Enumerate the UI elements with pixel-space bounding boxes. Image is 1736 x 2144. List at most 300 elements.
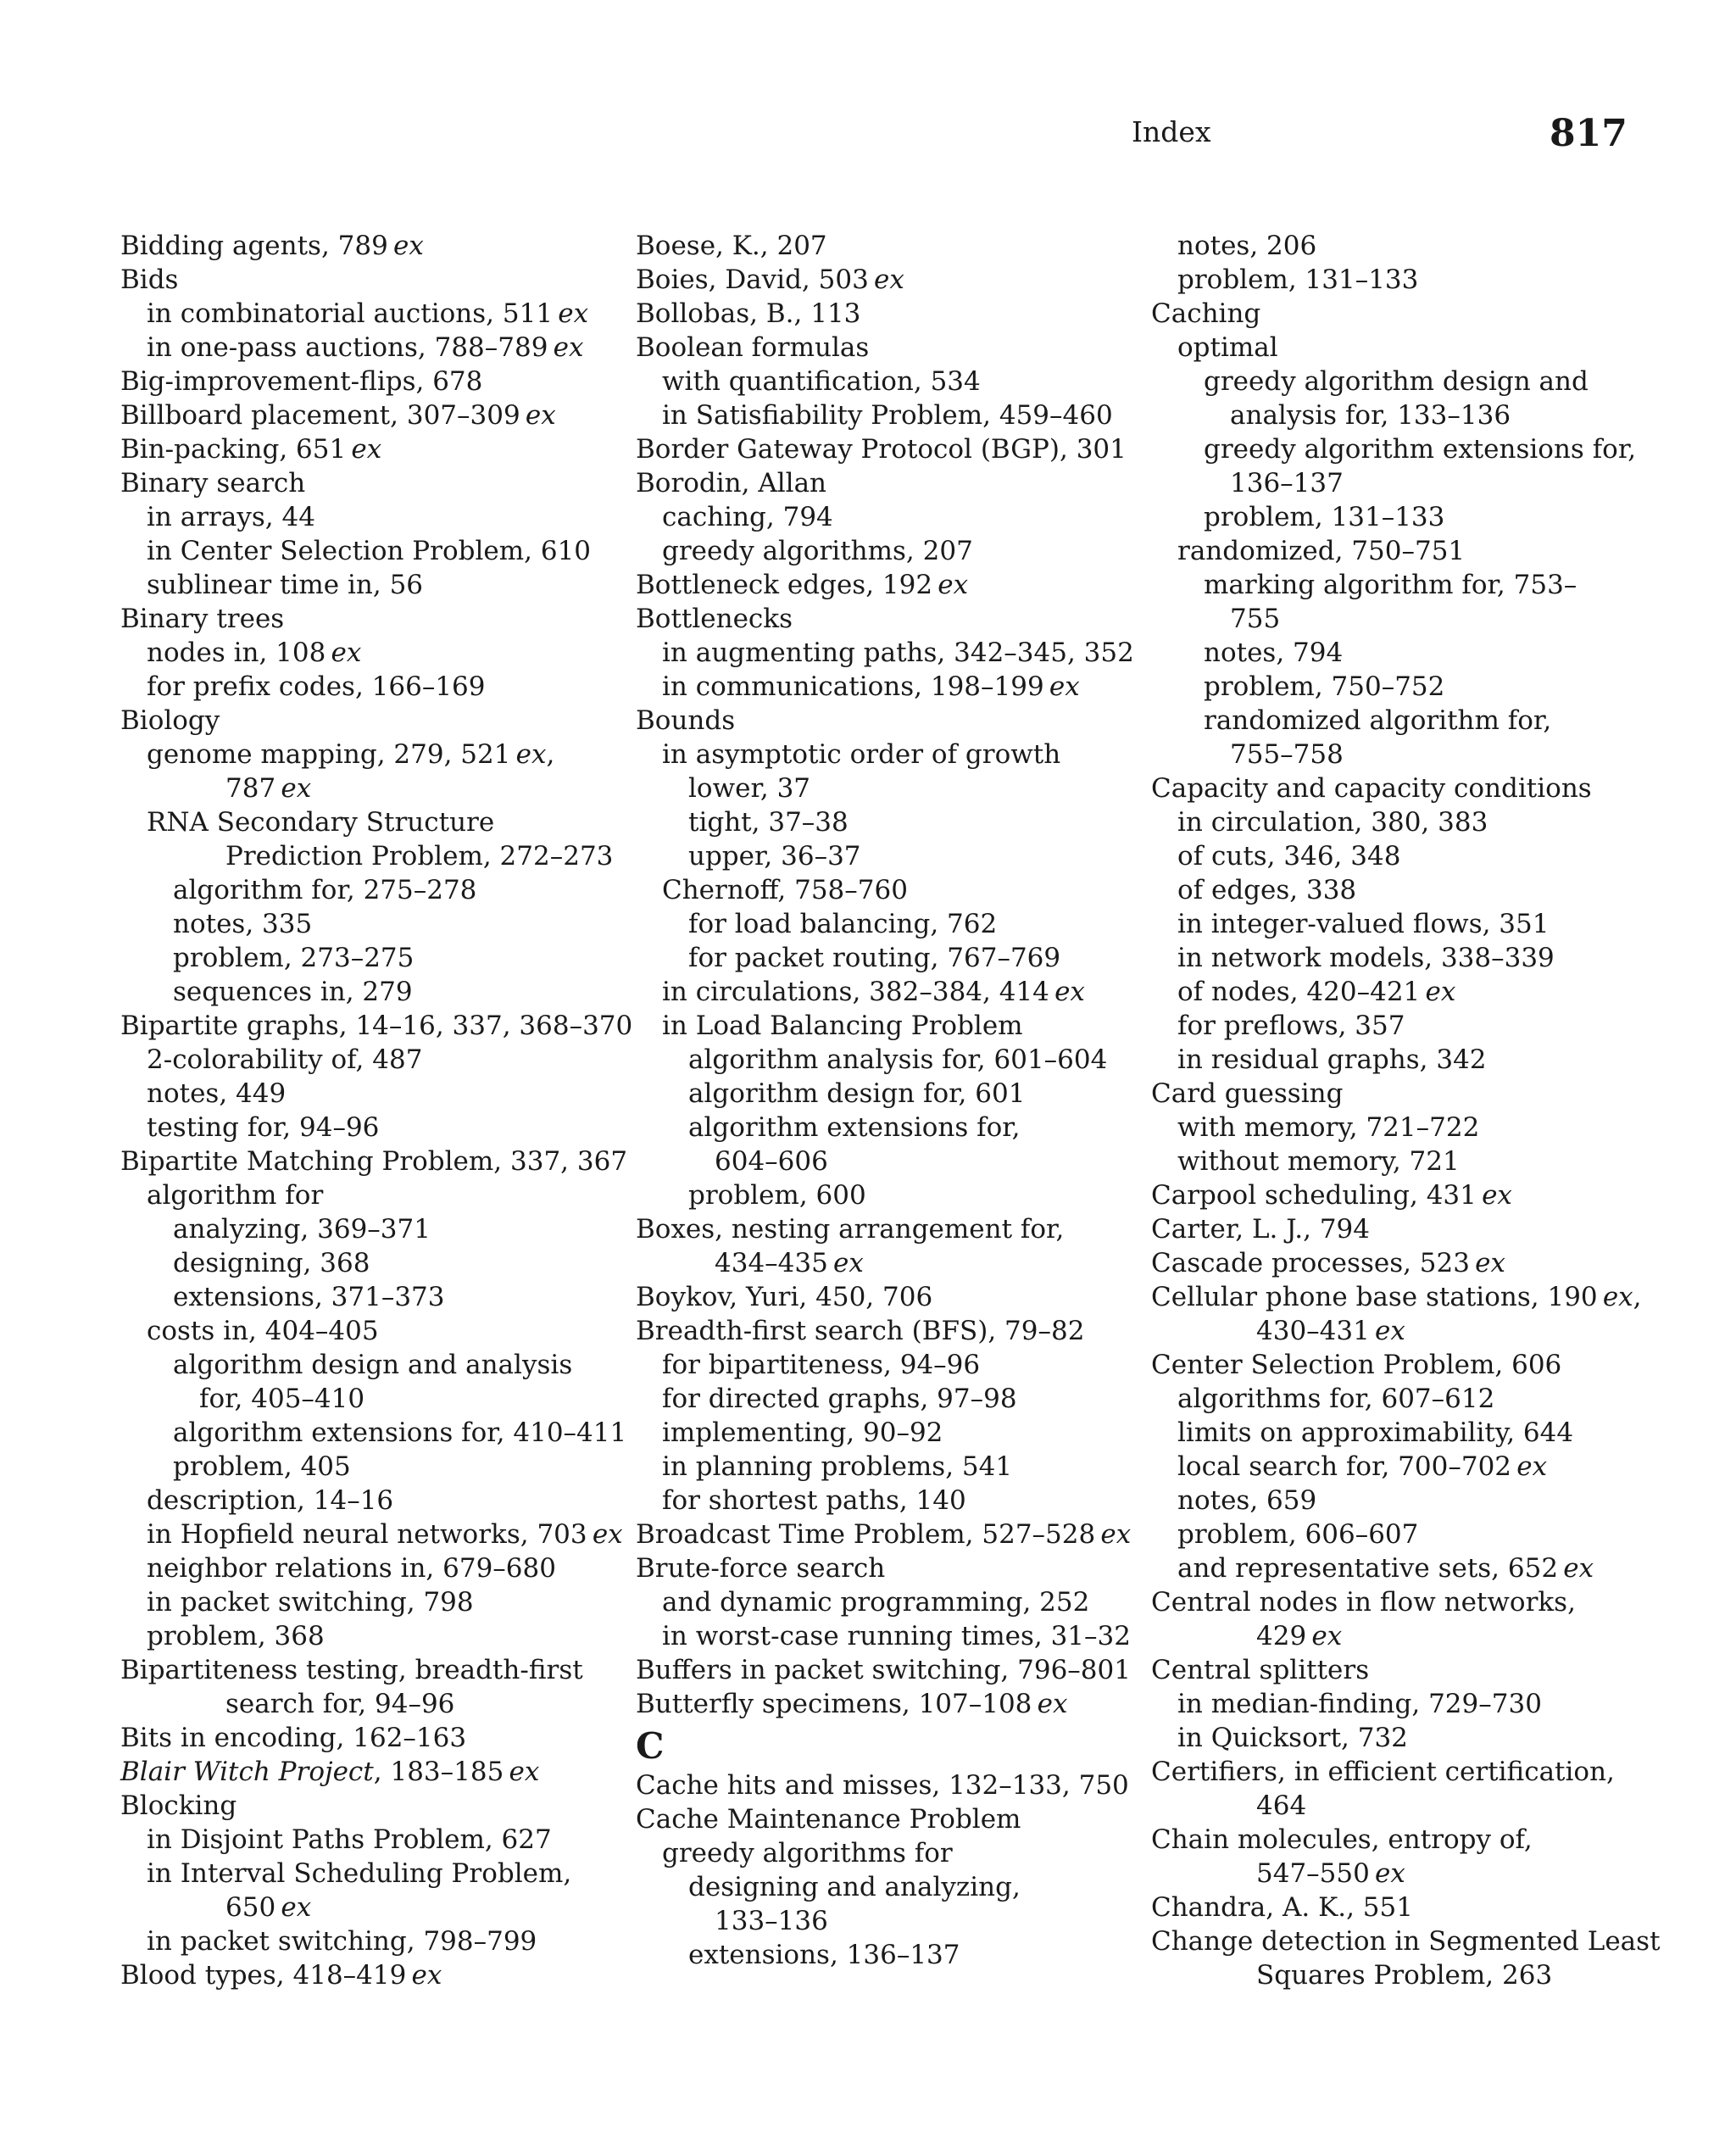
index-entry-text: Binary trees [120, 604, 285, 634]
exercise-marker: ex [281, 773, 312, 804]
index-entry-text: Carter, L. J., 794 [1151, 1214, 1370, 1245]
index-entry-text: in planning problems, 541 [662, 1451, 1013, 1482]
index-entry [120, 229, 604, 263]
index-column-1 [120, 229, 633, 1992]
index-entry [636, 602, 1127, 636]
index-entry [636, 1111, 1127, 1144]
index-entry-text: greedy algorithms for [662, 1838, 953, 1868]
index-entry [636, 1348, 1127, 1382]
index-entry [1151, 1857, 1626, 1891]
index-entry-text: 787 [225, 773, 281, 804]
index-entry [636, 331, 1127, 365]
index-entry [636, 907, 1127, 941]
index-entry-text: search for, 94–96 [225, 1689, 455, 1719]
index-entry-text: in augmenting paths, 342–345, 352 [662, 638, 1134, 668]
index-entry-text: neighbor relations in, 679–680 [147, 1553, 556, 1584]
index-entry [1151, 1043, 1626, 1077]
index-entry [1151, 1450, 1626, 1484]
index-column-2 [636, 229, 1134, 1972]
index-entry [120, 738, 604, 771]
index-entry-text: genome mapping, 279, 521 [147, 739, 516, 770]
index-entry [120, 1551, 604, 1585]
index-entry [1151, 975, 1626, 1009]
index-entry-text: Bipartiteness testing, breadth-first [120, 1655, 583, 1685]
index-entry [120, 1246, 604, 1280]
index-entry-text: for packet routing, 767–769 [688, 943, 1061, 973]
index-entry [120, 1518, 623, 1551]
index-entry [636, 534, 1127, 568]
index-entry-text: for load balancing, 762 [688, 909, 998, 939]
index-entry-text: costs in, 404–405 [147, 1316, 379, 1346]
index-entry [120, 805, 604, 839]
index-entry [1151, 432, 1637, 466]
index-entry-text: Cache Maintenance Problem [636, 1804, 1021, 1835]
index-entry-text: 429 [1256, 1621, 1312, 1651]
index-entry [636, 839, 1127, 873]
index-entry [120, 500, 604, 534]
index-entry-text: in worst-case running times, 31–32 [662, 1621, 1131, 1651]
index-entry [1151, 1585, 1626, 1619]
index-entry [636, 1938, 1127, 1972]
exercise-marker: ex [1375, 1858, 1405, 1889]
index-entry [120, 1653, 604, 1687]
index-entry [1151, 1484, 1626, 1518]
index-entry-text: in Disjoint Paths Problem, 627 [147, 1824, 552, 1855]
index-entry [120, 941, 604, 975]
index-entry-text: Chain molecules, entropy of, [1151, 1824, 1533, 1855]
exercise-marker: ex [1563, 1553, 1594, 1584]
index-entry-text: extensions, 371–373 [173, 1282, 445, 1312]
index-entry [120, 1314, 604, 1348]
index-entry [1151, 500, 1626, 534]
index-entry [636, 738, 1127, 771]
index-entry [1151, 873, 1626, 907]
index-entry [1151, 1755, 1626, 1789]
index-entry [636, 1314, 1127, 1348]
index-entry-text: Chandra, A. K., 551 [1151, 1892, 1413, 1923]
index-entry-text: for shortest paths, 140 [662, 1485, 966, 1516]
index-entry-suffix: , [546, 739, 555, 770]
index-entry-text: Boese, K., 207 [636, 231, 827, 261]
index-entry [1151, 1178, 1626, 1212]
index-entry-text: randomized algorithm for, [1204, 705, 1552, 736]
index-entry-text: for preflows, 357 [1177, 1011, 1405, 1041]
index-entry [120, 1891, 604, 1924]
index-entry-text: Binary search [120, 468, 306, 498]
exercise-marker: ex [1311, 1621, 1343, 1651]
index-entry [1151, 602, 1626, 636]
index-entry-text: Central nodes in flow networks, [1151, 1587, 1576, 1618]
index-entry-text: for directed graphs, 97–98 [662, 1384, 1017, 1414]
index-entry [120, 1789, 604, 1823]
index-entry [636, 1551, 1127, 1585]
index-entry [1151, 1721, 1626, 1755]
index-entry [1151, 1891, 1626, 1924]
index-entry-text: algorithm for, 275–278 [173, 875, 477, 905]
index-entry [120, 297, 604, 331]
index-entry-text: problem, 131–133 [1204, 502, 1445, 532]
index-entry-text: Bottlenecks [636, 604, 793, 634]
index-entry-text: algorithm extensions for, 410–411 [173, 1417, 627, 1448]
index-entry [120, 1382, 604, 1416]
index-entry [120, 602, 604, 636]
index-entry [636, 1768, 1127, 1802]
index-entry [120, 1450, 604, 1484]
index-entry [1151, 636, 1626, 670]
index-entry-text: in Quicksort, 732 [1177, 1723, 1408, 1753]
index-entry [1151, 738, 1626, 771]
index-entry-text: notes, 449 [147, 1078, 287, 1109]
index-entry-text: for prefix codes, 166–169 [147, 671, 486, 702]
index-entry-text: Center Selection Problem, 606 [1151, 1350, 1562, 1380]
index-entry [1151, 1246, 1626, 1280]
index-entry [636, 1836, 1127, 1870]
index-entry [636, 432, 1127, 466]
index-entry-text: for, 405–410 [199, 1384, 365, 1414]
running-header-title: Index [1132, 115, 1211, 148]
index-entry [636, 1043, 1127, 1077]
index-entry-text: with memory, 721–722 [1177, 1112, 1480, 1143]
exercise-marker: ex [874, 265, 904, 295]
exercise-marker: ex [1049, 671, 1080, 702]
index-entry [1151, 1653, 1626, 1687]
index-entry [636, 1416, 1127, 1450]
index-entry [120, 331, 604, 365]
index-entry [1151, 1416, 1626, 1450]
index-entry-text: in circulation, 380, 383 [1177, 807, 1488, 838]
index-entry [120, 1687, 604, 1721]
index-entry-text: Certifiers, in efficient certification, [1151, 1757, 1615, 1787]
index-entry-text: greedy algorithm extensions for, [1204, 434, 1637, 465]
index-entry [636, 1687, 1127, 1721]
index-entry [1151, 1348, 1626, 1382]
index-entry [1151, 1382, 1626, 1416]
index-entry-text: Bids [120, 265, 179, 295]
index-entry-text: algorithm extensions for, [688, 1112, 1021, 1143]
exercise-marker: ex [938, 570, 969, 600]
index-entry [636, 1484, 1127, 1518]
index-entry [120, 1212, 604, 1246]
index-entry [636, 771, 1127, 805]
index-entry-text: Borodin, Allan [636, 468, 827, 498]
index-entry-text: optimal [1177, 332, 1278, 363]
index-entry-text: description, 14–16 [147, 1485, 394, 1516]
index-entry-text: Cascade processes, 523 [1151, 1248, 1476, 1278]
index-entry [1151, 466, 1626, 500]
index-entry [1151, 771, 1626, 805]
index-entry-text: , 183–185 [373, 1757, 509, 1787]
index-entry [120, 771, 604, 805]
index-entry [636, 1382, 1127, 1416]
index-entry [1151, 1518, 1626, 1551]
index-entry [120, 534, 604, 568]
index-entry [1151, 1009, 1626, 1043]
exercise-marker: ex [1100, 1519, 1132, 1550]
index-entry [1151, 1212, 1626, 1246]
index-entry-text: 547–550 [1256, 1858, 1376, 1889]
index-entry [636, 670, 1127, 704]
index-entry [1151, 1619, 1626, 1653]
exercise-marker: ex [351, 434, 382, 465]
index-entry [1151, 1144, 1626, 1178]
index-entry-text: nodes in, 108 [147, 638, 331, 668]
index-entry-text: limits on approximability, 644 [1177, 1417, 1574, 1448]
index-entry [636, 1450, 1127, 1484]
index-entry [636, 1280, 1127, 1314]
index-entry [120, 1111, 604, 1144]
index-entry-text: caching, 794 [662, 502, 833, 532]
index-entry-text: local search for, 700–702 [1177, 1451, 1517, 1482]
exercise-marker: ex [1037, 1689, 1068, 1719]
index-entry-text: sequences in, 279 [173, 977, 413, 1007]
index-entry-text: Broadcast Time Problem, 527–528 [636, 1519, 1101, 1550]
index-entry-text: in integer-valued flows, 351 [1177, 909, 1550, 939]
index-entry [636, 398, 1127, 432]
exercise-marker: ex [1425, 977, 1456, 1007]
index-entry-text: Boolean formulas [636, 332, 870, 363]
index-entry [636, 1870, 1127, 1904]
index-entry-text: sublinear time in, 56 [147, 570, 424, 600]
index-entry-title: Blair Witch Project [120, 1757, 374, 1787]
index-entry [120, 975, 604, 1009]
index-entry-text: analysis for, 133–136 [1230, 400, 1511, 431]
index-entry-text: in Hopfield neural networks, 703 [147, 1519, 593, 1550]
index-entry [1151, 839, 1626, 873]
index-entry-text: 464 [1256, 1790, 1307, 1821]
exercise-marker: ex [393, 231, 424, 261]
index-entry-text: problem, 606–607 [1177, 1519, 1419, 1550]
index-entry [636, 805, 1127, 839]
index-entry-text: problem, 273–275 [173, 943, 415, 973]
index-entry-text: designing, 368 [173, 1248, 370, 1278]
index-entry-text: in circulations, 382–384, 414 [662, 977, 1055, 1007]
index-entry-text: Cellular phone base stations, 190 [1151, 1282, 1603, 1312]
index-entry-text: for bipartiteness, 94–96 [662, 1350, 981, 1380]
index-entry-text: Card guessing [1151, 1078, 1344, 1109]
index-entry-text: problem, 750–752 [1204, 671, 1445, 702]
index-entry-text: Change detection in Segmented Least [1151, 1926, 1661, 1957]
index-entry [1151, 398, 1626, 432]
index-entry-text: Cache hits and misses, 132–133, 750 [636, 1770, 1129, 1801]
index-entry-text: Butterfly specimens, 107–108 [636, 1689, 1038, 1719]
index-entry [1151, 263, 1626, 297]
index-entry-text: Buffers in packet switching, 796–801 [636, 1655, 1131, 1685]
exercise-marker: ex [1054, 977, 1085, 1007]
index-entry [636, 704, 1127, 738]
index-entry [1151, 1111, 1626, 1144]
index-entry [636, 1178, 1127, 1212]
index-entry-text: 434–435 [715, 1248, 834, 1278]
page-number: 817 [1550, 112, 1628, 155]
index-entry-text: Prediction Problem, 272–273 [225, 841, 614, 872]
index-entry-text: 604–606 [715, 1146, 828, 1177]
index-entry-text: lower, 37 [688, 773, 811, 804]
index-entry [120, 1619, 604, 1653]
index-entry-text: greedy algorithms, 207 [662, 536, 973, 566]
index-section-letter: C [636, 1725, 665, 1767]
index-entry-text: and representative sets, 652 [1177, 1553, 1564, 1584]
index-entry-text: 430–431 [1256, 1316, 1376, 1346]
index-entry [636, 466, 1127, 500]
index-entry-text: of nodes, 420–421 [1177, 977, 1426, 1007]
index-entry [1151, 1924, 1661, 1958]
index-entry [120, 1924, 604, 1958]
index-entry [120, 1484, 604, 1518]
index-entry-text: randomized, 750–751 [1177, 536, 1466, 566]
index-entry-text: in median-finding, 729–730 [1177, 1689, 1542, 1719]
index-entry [120, 1077, 604, 1111]
exercise-marker: ex [558, 298, 589, 329]
index-entry-text: in one-pass auctions, 788–789 [147, 332, 554, 363]
index-entry-text: Bits in encoding, 162–163 [120, 1723, 467, 1753]
exercise-marker: ex [553, 332, 584, 363]
index-entry-text: problem, 368 [147, 1621, 325, 1651]
index-entry [120, 1823, 604, 1857]
index-entry [1151, 229, 1626, 263]
index-entry-text: extensions, 136–137 [688, 1940, 960, 1970]
index-entry-text: Blocking [120, 1790, 237, 1821]
exercise-marker: ex [1375, 1316, 1405, 1346]
index-entry-text: Bipartite Matching Problem, 337, 367 [120, 1146, 628, 1177]
index-entry-text: Bollobas, B., 113 [636, 298, 861, 329]
index-entry [120, 1280, 604, 1314]
index-entry [1151, 568, 1626, 602]
index-column-3 [1151, 229, 1661, 1992]
index-entry [1151, 1077, 1626, 1111]
exercise-marker: ex [509, 1757, 540, 1787]
index-entry-text: algorithms for, 607–612 [1177, 1384, 1495, 1414]
index-entry [120, 907, 604, 941]
index-entry-text: Bottleneck edges, 192 [636, 570, 938, 600]
index-entry [1151, 1280, 1642, 1314]
index-entry-text: in Satisfiability Problem, 459–460 [662, 400, 1113, 431]
exercise-marker: ex [525, 400, 556, 431]
index-entry [1151, 1823, 1626, 1857]
index-entry-text: Bin-packing, 651 [120, 434, 352, 465]
index-entry-text: in residual graphs, 342 [1177, 1044, 1487, 1075]
index-entry-text: in communications, 198–199 [662, 671, 1049, 702]
index-entry [636, 1518, 1132, 1551]
index-entry [120, 704, 604, 738]
index-entry [636, 1212, 1127, 1246]
index-entry-text: 650 [225, 1892, 281, 1923]
index-entry-text: in packet switching, 798–799 [147, 1926, 537, 1957]
index-entry-text: tight, 37–38 [688, 807, 849, 838]
index-entry [636, 568, 1127, 602]
index-entry-text: in Center Selection Problem, 610 [147, 536, 592, 566]
index-entry [636, 636, 1134, 670]
index-entry [1151, 331, 1626, 365]
exercise-marker: ex [1482, 1180, 1512, 1211]
index-entry [120, 1144, 628, 1178]
index-entry [636, 873, 1127, 907]
index-entry [636, 1144, 1127, 1178]
index-entry-text: in asymptotic order of growth [662, 739, 1061, 770]
index-entry [636, 263, 1127, 297]
exercise-marker: ex [1475, 1248, 1506, 1278]
exercise-marker: ex [1602, 1282, 1633, 1312]
index-entry [1151, 907, 1626, 941]
index-entry-text: 133–136 [715, 1906, 828, 1936]
index-entry-text: with quantification, 534 [662, 366, 981, 397]
exercise-marker: ex [331, 638, 362, 668]
exercise-marker: ex [411, 1960, 442, 1991]
index-entry [636, 297, 1127, 331]
index-entry [636, 1802, 1127, 1836]
index-entry-text: analyzing, 369–371 [173, 1214, 431, 1245]
index-entry [120, 263, 604, 297]
index-entry-text: problem, 405 [173, 1451, 351, 1482]
index-entry-text: upper, 36–37 [688, 841, 861, 872]
index-entry-text: problem, 131–133 [1177, 265, 1419, 295]
index-entry [1151, 297, 1626, 331]
index-entry [1151, 1314, 1626, 1348]
index-entry [636, 229, 1127, 263]
index-entry [120, 1009, 633, 1043]
index-entry-text: testing for, 94–96 [147, 1112, 380, 1143]
index-entry-text: Border Gateway Protocol (BGP), 301 [636, 434, 1127, 465]
index-entry-text: 755 [1230, 604, 1281, 634]
index-entry [1151, 1551, 1626, 1585]
index-entry [636, 1077, 1127, 1111]
index-entry-text: algorithm design for, 601 [688, 1078, 1026, 1109]
index-entry-text: Bidding agents, 789 [120, 231, 394, 261]
exercise-marker: ex [833, 1248, 864, 1278]
index-entry [636, 1653, 1131, 1687]
index-entry-text: problem, 600 [688, 1180, 866, 1211]
index-entry [120, 1348, 604, 1382]
index-entry [120, 466, 604, 500]
index-entry-text: Billboard placement, 307–309 [120, 400, 526, 431]
index-entry-text: without memory, 721 [1177, 1146, 1460, 1177]
index-entry-text: Blood types, 418–419 [120, 1960, 412, 1991]
index-entry [636, 975, 1127, 1009]
index-entry [120, 1755, 604, 1789]
index-entry-text: 136–137 [1230, 468, 1344, 498]
index-entry-text: Caching [1151, 298, 1261, 329]
index-entry-text: 2-colorability of, 487 [147, 1044, 423, 1075]
index-entry-text: algorithm analysis for, 601–604 [688, 1044, 1108, 1075]
index-entry [120, 636, 604, 670]
index-entry [120, 839, 614, 873]
index-entry [1151, 1789, 1626, 1823]
index-entry-text: Boxes, nesting arrangement for, [636, 1214, 1065, 1245]
index-entry-text: notes, 335 [173, 909, 313, 939]
index-entry [120, 1721, 604, 1755]
index-entry-text: in Load Balancing Problem [662, 1011, 1023, 1041]
index-entry-text: in Interval Scheduling Problem, [147, 1858, 572, 1889]
index-entry-text: and dynamic programming, 252 [662, 1587, 1090, 1618]
index-entry-text: notes, 794 [1204, 638, 1344, 668]
index-entry-text: in network models, 338–339 [1177, 943, 1555, 973]
index-entry [120, 1585, 604, 1619]
index-entry [1151, 534, 1626, 568]
index-entry [1151, 941, 1626, 975]
index-entry-text: Bounds [636, 705, 736, 736]
index-entry-text: marking algorithm for, 753– [1204, 570, 1577, 600]
index-entry [120, 1857, 604, 1891]
index-entry [636, 1904, 1127, 1938]
exercise-marker: ex [515, 739, 547, 770]
index-entry [1151, 805, 1626, 839]
index-entry-text: Squares Problem, 263 [1256, 1960, 1553, 1991]
index-entry-text: Carpool scheduling, 431 [1151, 1180, 1483, 1211]
index-entry [120, 568, 604, 602]
index-entry [120, 1416, 627, 1450]
index-entry [120, 398, 604, 432]
index-entry-text: in combinatorial auctions, 511 [147, 298, 559, 329]
index-entry [636, 1009, 1127, 1043]
